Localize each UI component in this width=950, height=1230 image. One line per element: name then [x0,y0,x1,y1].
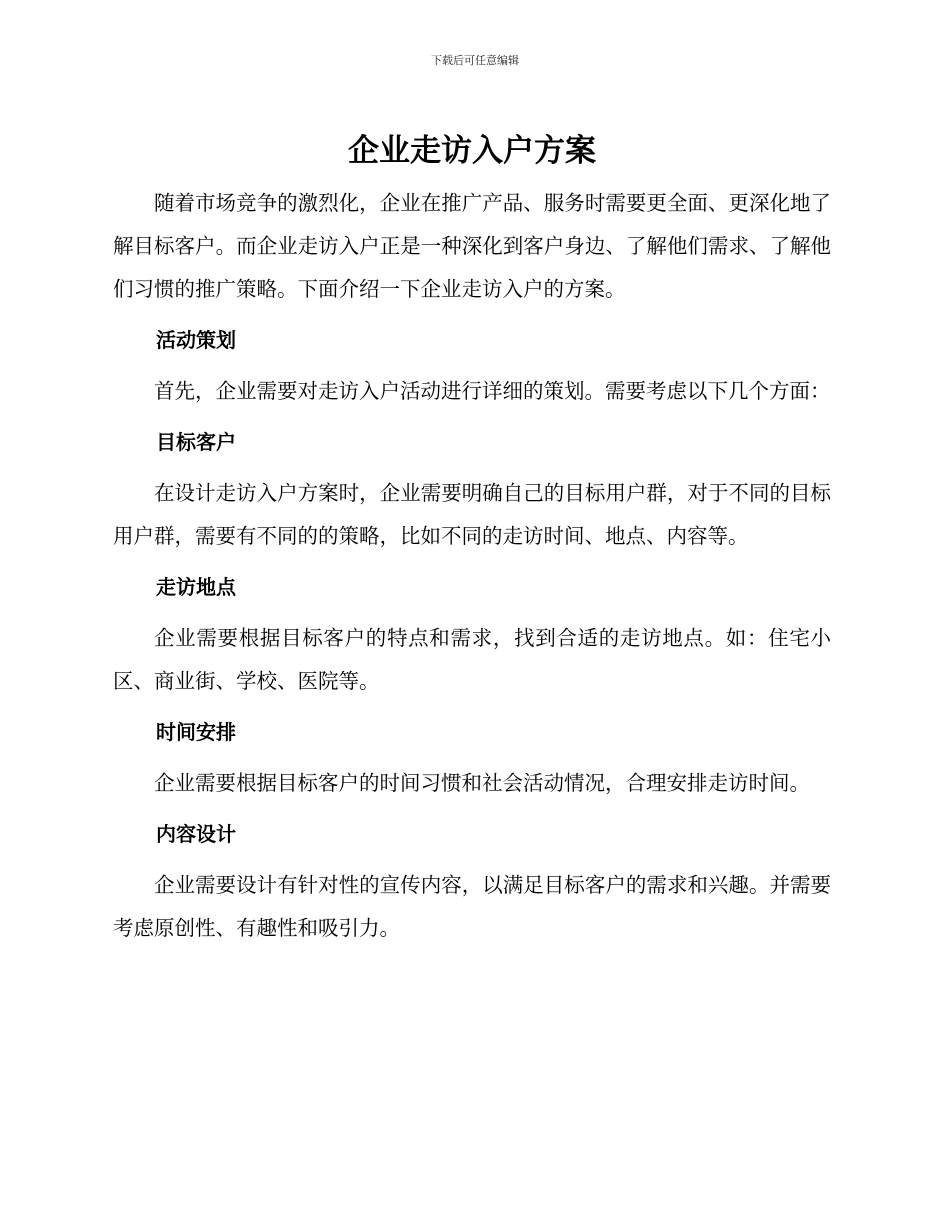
document-title: 企业走访入户方案 [348,133,596,169]
intro-paragraph: 随着市场竞争的激烈化，企业在推广产品、服务时需要更全面、更深化地了解目标客户。而企业走访入户正是一种深化到客户身边、了解他们需求、了解他们习惯的推广策略。下面介绍一下企业走访入户的方案。 [113,191,831,301]
section-heading-time-schedule: 时间安排 [156,720,236,744]
section-heading-activity-planning: 活动策划 [156,328,236,352]
document-body [113,126,831,950]
section-body-target-customers: 在设计走访入户方案时，企业需要明确自己的目标用户群，对于不同的目标用户群，需要有不同的的策略，比如不同的走访时间、地点、内容等。 [113,481,831,548]
section-body-visit-locations: 企业需要根据目标客户的特点和需求，找到合适的走访地点。如：住宅小区、商业街、学校、医院等。 [113,626,831,693]
section-body-time-schedule: 企业需要根据目标客户的时间习惯和社会活动情况，合理安排走访时间。 [154,771,810,795]
section-heading-content-design: 内容设计 [156,822,236,846]
section-body-activity-planning: 首先，企业需要对走访入户活动进行详细的策划。需要考虑以下几个方面： [154,379,831,403]
section-heading-target-customers: 目标客户 [156,430,236,454]
section-body-content-design: 企业需要设计有针对性的宣传内容，以满足目标客户的需求和兴趣。并需要考虑原创性、有趣性和吸引力。 [113,873,831,940]
page-header-note: 下载后可任意编辑 [431,54,519,67]
section-heading-visit-locations: 走访地点 [156,575,236,599]
